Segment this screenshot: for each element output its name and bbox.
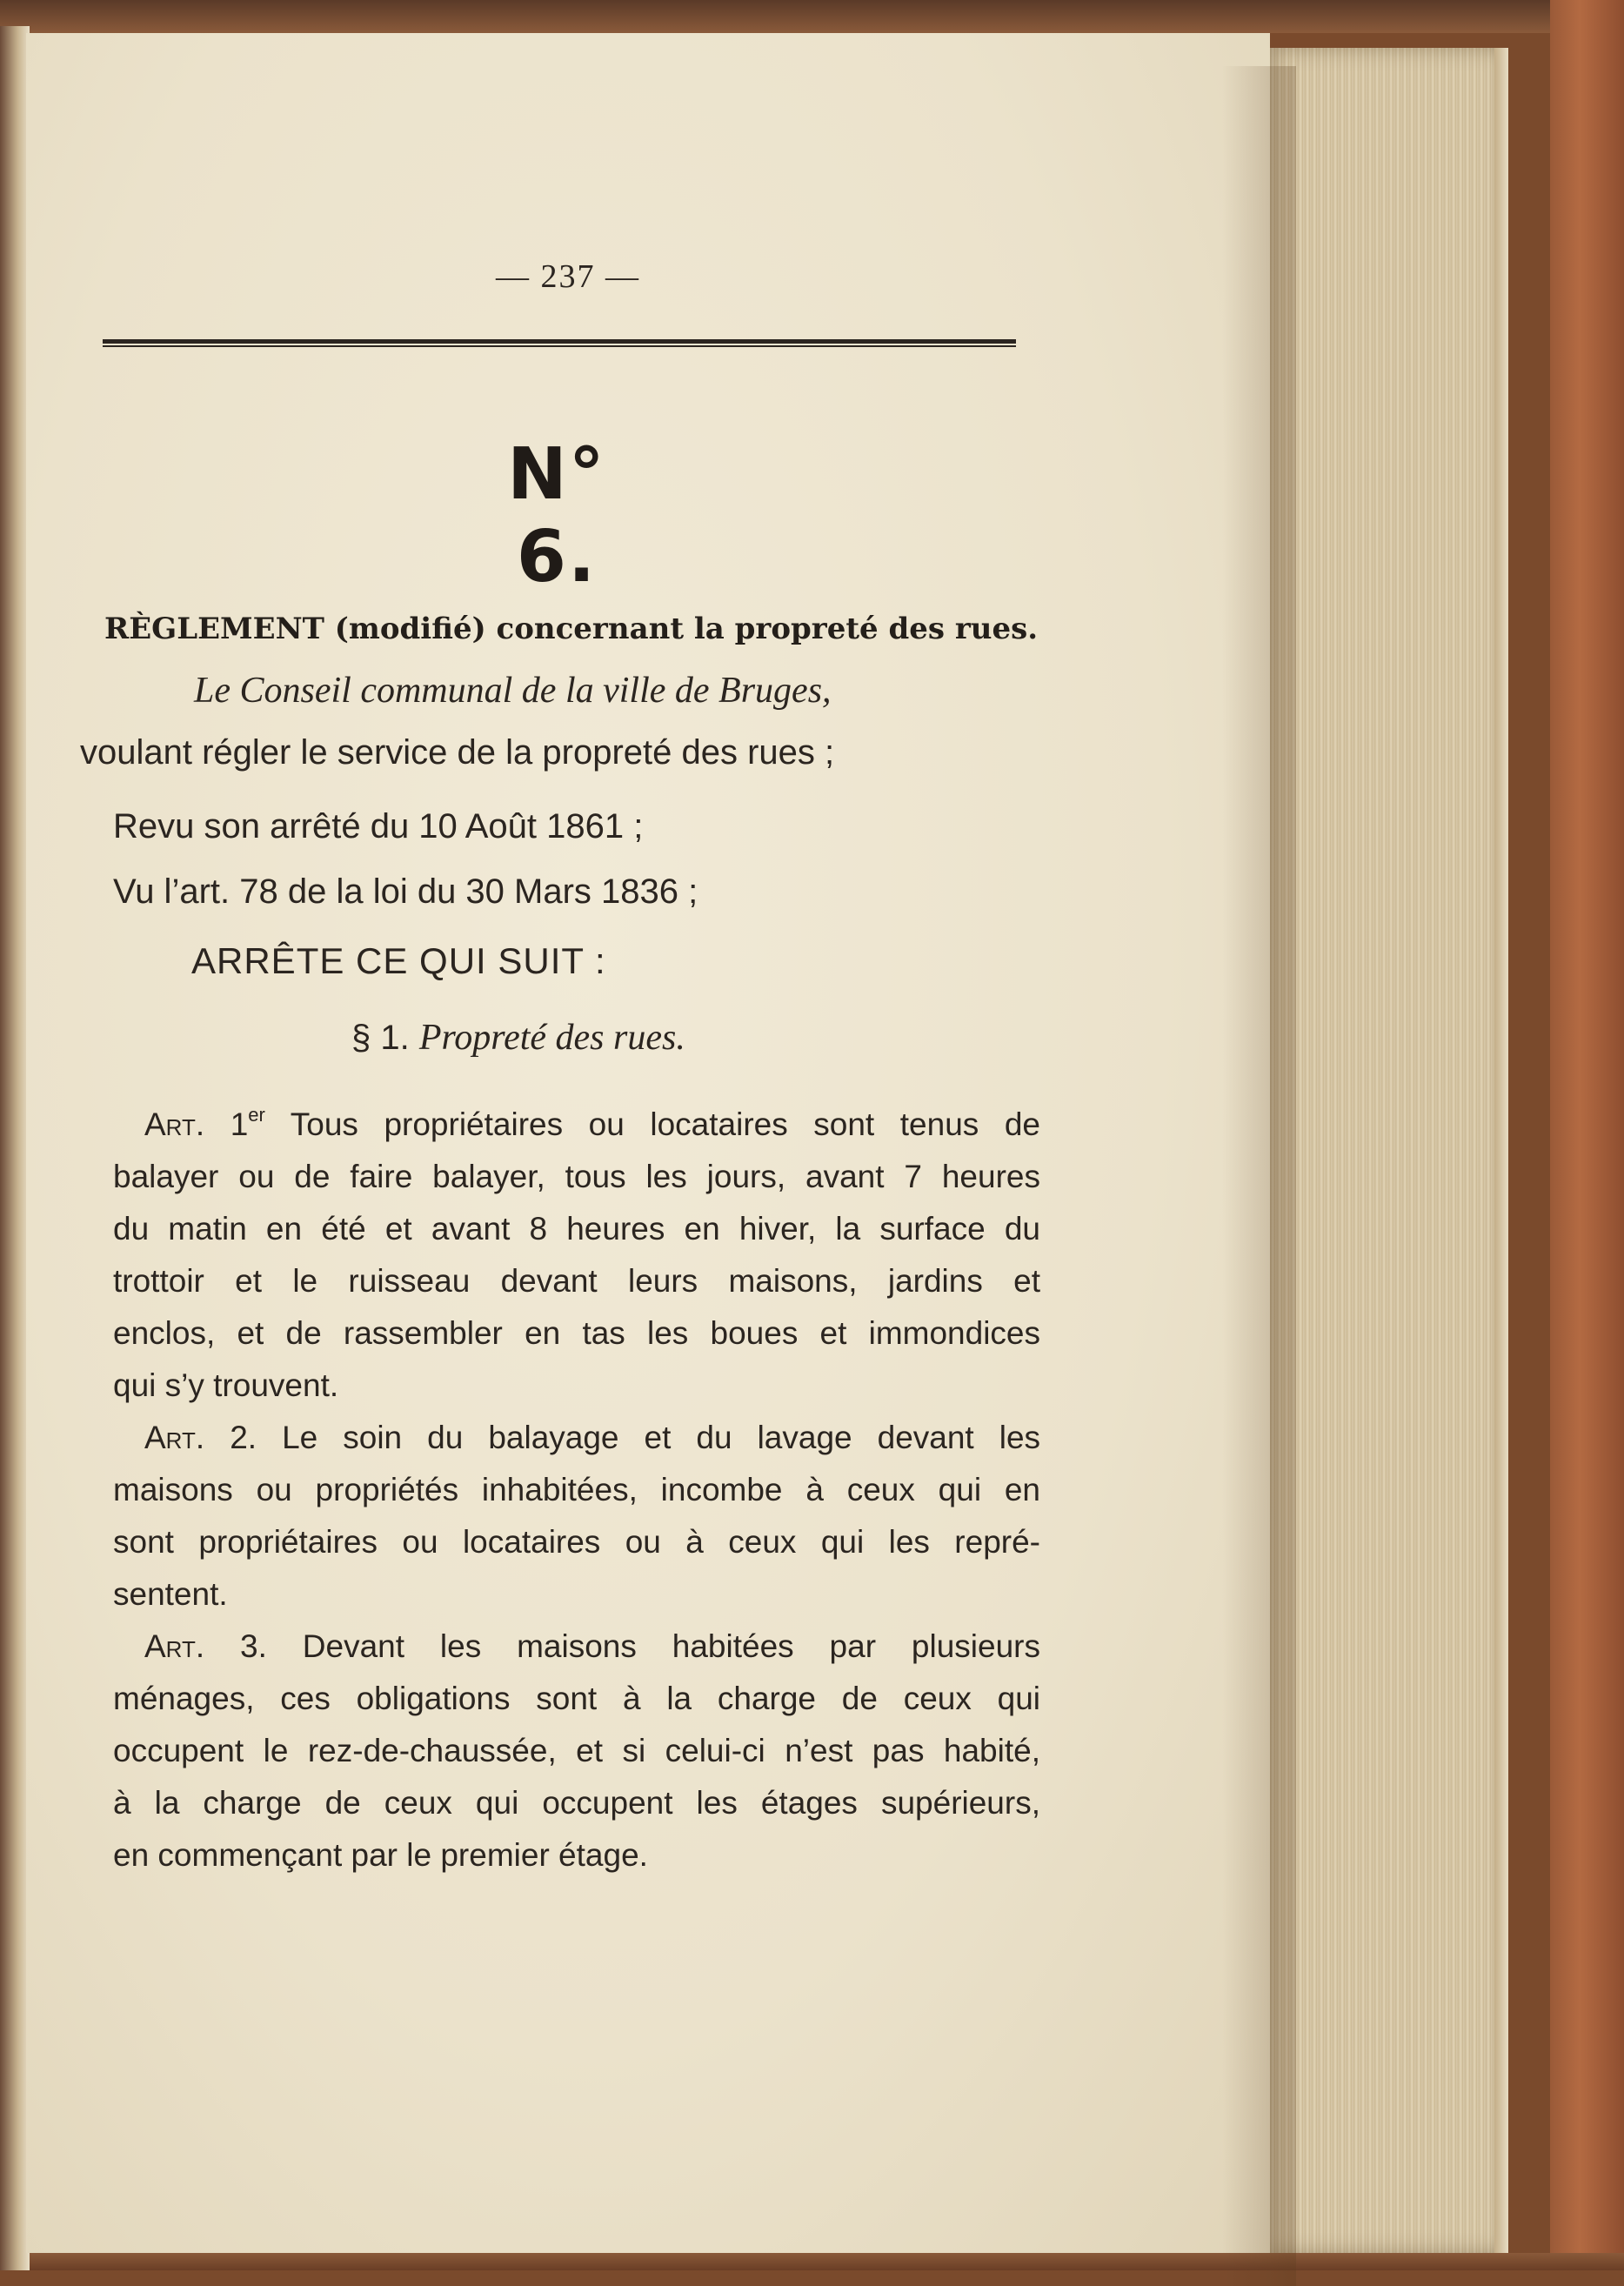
article-text: Tous propriétaires ou locataires sont tenus de xyxy=(290,1106,1040,1142)
book-cover-right xyxy=(1550,0,1624,2270)
article-number: 2. xyxy=(230,1420,257,1455)
arrete-heading: ARRÊTE CE QUI SUIT : xyxy=(191,940,606,981)
article-3-line-5: en commençant par le premier étage. xyxy=(113,1837,648,1873)
article-3-line-3: occupent le rez-de-chaussée, et si celui-ci n’est pas habité, xyxy=(113,1733,1040,1768)
article-3-line-4: à la charge de ceux qui occupent les étages supérieurs, xyxy=(113,1785,1040,1821)
article-1-line-6: qui s’y trouvent. xyxy=(113,1367,339,1403)
page-block-edges xyxy=(1261,48,1496,2253)
revu-line: Revu son arrêté du 10 Août 1861 ; xyxy=(113,807,644,846)
article-1-line-2: balayer ou de faire balayer, tous les jours, avant 7 heures xyxy=(113,1159,1040,1194)
regulation-title: RÈGLEMENT (modifié) concernant la propreté des rues. xyxy=(104,612,1039,646)
book-page xyxy=(26,33,1270,2253)
book-cover-bottom xyxy=(0,2253,1624,2270)
section-title: Propreté des rues. xyxy=(418,1018,685,1058)
header-rule xyxy=(103,339,1016,347)
document-number: N° 6. xyxy=(507,433,606,598)
vu-line: Vu l’art. 78 de la loi du 30 Mars 1836 ; xyxy=(113,872,698,911)
article-2-line-4: sentent. xyxy=(113,1576,228,1612)
book-left-edge xyxy=(0,26,30,2270)
council-line: Le Conseil communal de la ville de Bruges, xyxy=(194,671,832,711)
article-label: Art. xyxy=(144,1628,205,1664)
article-2 xyxy=(113,1412,1040,1621)
purpose-line: voulant régler le service de la propreté des rues ; xyxy=(80,733,835,772)
article-2-line-1 xyxy=(113,1412,1040,1464)
article-2-line-2: maisons ou propriétés inhabitées, incombe à ceux qui en xyxy=(113,1472,1040,1507)
article-1-line-3: du matin en été et avant 8 heures en hiver, la surface du xyxy=(113,1211,1040,1247)
article-label: Art. xyxy=(144,1420,205,1455)
article-text: Devant les maisons habitées par plusieurs xyxy=(302,1628,1040,1664)
book-cover-top xyxy=(0,0,1624,33)
article-1 xyxy=(113,1099,1040,1412)
section-mark: § 1. xyxy=(351,1019,410,1057)
article-text: Le soin du balayage et du lavage devant les xyxy=(282,1420,1041,1455)
article-label: Art. xyxy=(144,1106,205,1142)
article-3 xyxy=(113,1621,1040,1882)
article-number: 3. xyxy=(240,1628,267,1664)
article-ordinal: er xyxy=(248,1104,265,1126)
page-number: — 237 — xyxy=(496,258,640,295)
article-number: 1 xyxy=(230,1106,249,1142)
article-2-line-3: sont propriétaires ou locataires ou à ceux qui les repré- xyxy=(113,1524,1040,1560)
article-3-line-2: ménages, ces obligations sont à la charge de ceux qui xyxy=(113,1681,1040,1716)
article-3-line-1 xyxy=(113,1621,1040,1673)
gutter-shadow xyxy=(1222,66,1296,2286)
section-heading xyxy=(351,1017,685,1059)
article-1-line-5: enclos, et de rassembler en tas les boues et immondices xyxy=(113,1315,1040,1351)
article-1-line-1 xyxy=(113,1099,1040,1151)
article-1-line-4: trottoir et le ruisseau devant leurs maisons, jardins et xyxy=(113,1263,1040,1299)
page-block-outer-edge xyxy=(1494,48,1508,2253)
